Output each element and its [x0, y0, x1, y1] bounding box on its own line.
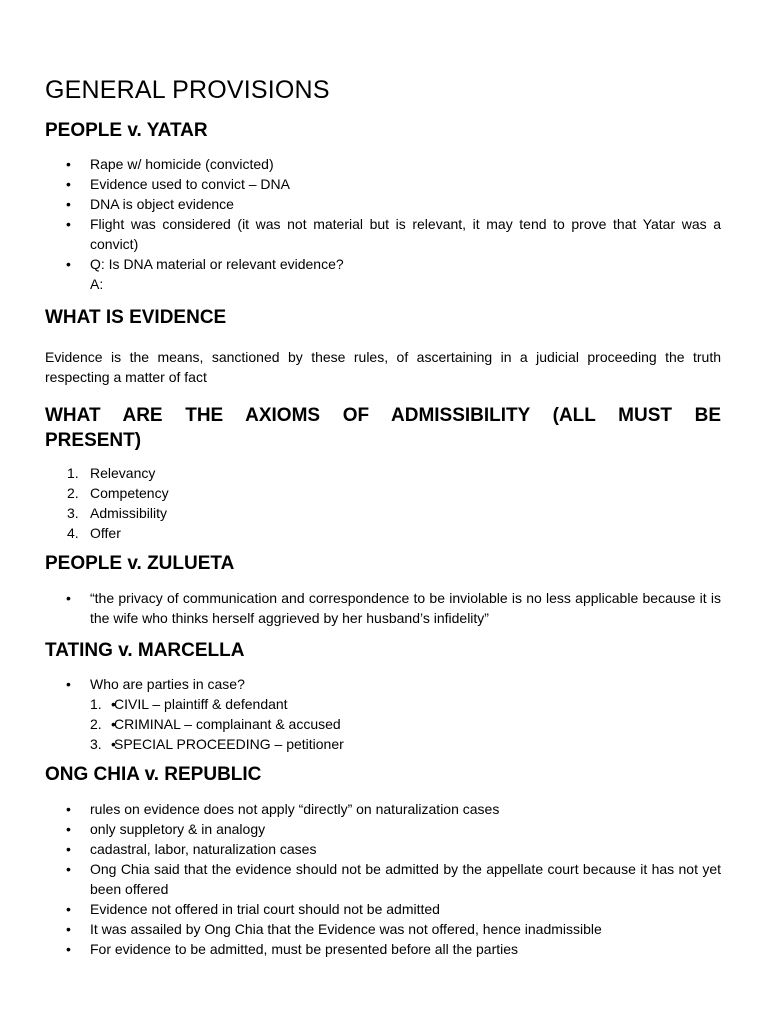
list-item: • 2. CRIMINAL – complainant & accused	[90, 714, 721, 734]
list-item: • 3. SPECIAL PROCEEDING – petitioner	[90, 734, 721, 754]
list-item: • It was assailed by Ong Chia that the Evidence was not offered, hence inadmissible	[45, 919, 721, 939]
heading-ong-chia-v-republic: ONG CHIA v. REPUBLIC	[45, 764, 262, 785]
yatar-bullet-list	[45, 154, 721, 294]
page-title: GENERAL PROVISIONS	[45, 76, 330, 104]
list-item: • Ong Chia said that the evidence should not be admitted by the appellate court because it has not yet been offered	[45, 859, 721, 899]
list-item: • “the privacy of communication and correspondence to be inviolable is no less applicable because it is the wife who thinks herself aggrieved by her husband’s infidelity”	[45, 588, 721, 628]
list-item: • Q: Is DNA material or relevant evidence? A:	[45, 254, 721, 294]
list-item: • Evidence used to convict – DNA	[45, 174, 721, 194]
parties-sub-list	[90, 694, 721, 754]
list-item: • Evidence not offered in trial court should not be admitted	[45, 899, 721, 919]
heading-what-is-evidence: WHAT IS EVIDENCE	[45, 307, 227, 328]
axioms-numbered-list	[45, 463, 721, 543]
list-item: • Who are parties in case? • 1. CIVIL – plaintiff & defendant • 2. CRIMINAL – complainant & accused • 3. SPECIAL PROCEEDING – petitioner	[45, 674, 721, 754]
list-item: 3. Admissibility	[67, 505, 168, 521]
list-item: • DNA is object evidence	[45, 194, 721, 214]
list-item: 1. Relevancy	[67, 465, 156, 481]
list-item: • only suppletory & in analogy	[45, 819, 721, 839]
evidence-definition: Evidence is the means, sanctioned by these rules, of ascertaining in a judicial proceeding the truth respecting a matter of fact	[45, 349, 721, 385]
heading-people-v-yatar: PEOPLE v. YATAR	[45, 120, 208, 141]
heading-axioms-of-admissibility: WHAT ARE THE AXIOMS OF ADMISSIBILITY (ALL MUST BE PRESENT)	[45, 405, 721, 451]
list-item: • Flight was considered (it was not material but is relevant, it may tend to prove that Yatar was a convict)	[45, 214, 721, 254]
list-item: • 1. CIVIL – plaintiff & defendant	[90, 694, 721, 714]
list-item: • cadastral, labor, naturalization cases	[45, 839, 721, 859]
list-item: 2. Competency	[67, 485, 169, 501]
ongchia-bullet-list	[45, 799, 721, 959]
heading-tating-v-marcella: TATING v. MARCELLA	[45, 640, 245, 661]
list-item: • For evidence to be admitted, must be presented before all the parties	[45, 939, 721, 959]
tating-bullet-list	[45, 674, 721, 754]
list-item: 4. Offer	[67, 525, 121, 541]
list-item: • Rape w/ homicide (convicted)	[45, 154, 721, 174]
list-item: • rules on evidence does not apply “directly” on naturalization cases	[45, 799, 721, 819]
zulueta-bullet-list	[45, 588, 721, 628]
answer-line: A:	[90, 276, 104, 292]
heading-people-v-zulueta: PEOPLE v. ZULUETA	[45, 553, 235, 574]
